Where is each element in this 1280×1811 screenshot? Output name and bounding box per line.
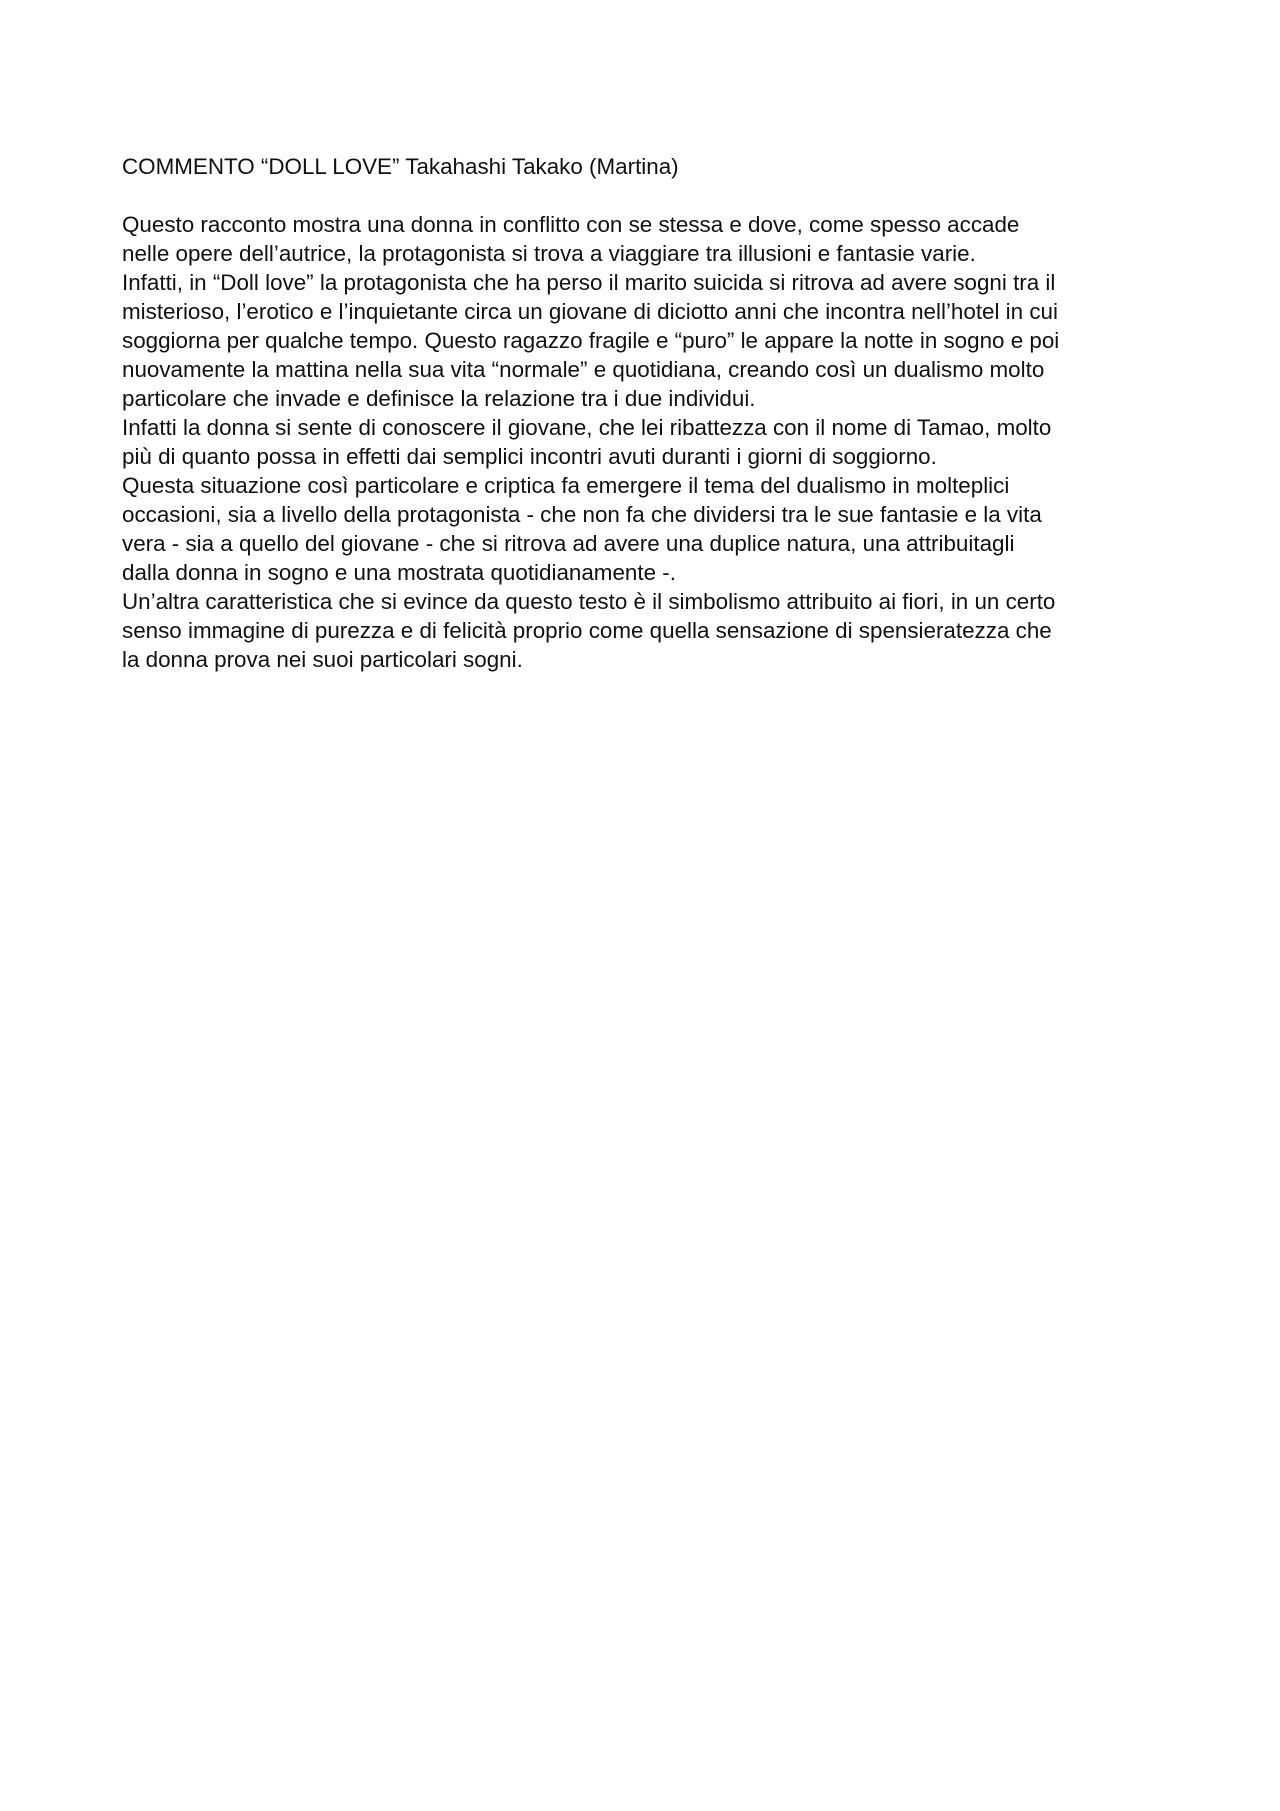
text-line: misterioso, l’erotico e l’inquietante circa un giovane di diciotto anni che incontra nell’hotel in cui [122, 299, 1058, 324]
paragraph-5 [122, 587, 1192, 674]
document-body [122, 152, 1192, 674]
text-line: dalla donna in sogno e una mostrata quotidianamente -. [122, 560, 676, 585]
text-line: nelle opere dell’autrice, la protagonista si trova a viaggiare tra illusioni e fantasie varie. [122, 241, 976, 266]
text-line: occasioni, sia a livello della protagonista - che non fa che dividersi tra le sue fantasie e la vita [122, 502, 1042, 527]
text-line: la donna prova nei suoi particolari sogni. [122, 647, 523, 672]
paragraph-1 [122, 210, 1192, 268]
text-line: Infatti, in “Doll love” la protagonista che ha perso il marito suicida si ritrova ad avere sogni tra il [122, 270, 1056, 295]
text-line: Infatti la donna si sente di conoscere il giovane, che lei ribattezza con il nome di Tamao, molto [122, 415, 1052, 440]
text-line: vera - sia a quello del giovane - che si ritrova ad avere una duplice natura, una attribuitagli [122, 531, 1015, 556]
text-line: particolare che invade e definisce la relazione tra i due individui. [122, 386, 756, 411]
text-line: soggiorna per qualche tempo. Questo ragazzo fragile e “puro” le appare la notte in sogno e poi [122, 328, 1060, 353]
text-line: più di quanto possa in effetti dai semplici incontri avuti duranti i giorni di soggiorno. [122, 444, 937, 469]
text-line: Questo racconto mostra una donna in conflitto con se stessa e dove, come spesso accade [122, 212, 1020, 237]
text-line: senso immagine di purezza e di felicità proprio come quella sensazione di spensieratezza che [122, 618, 1052, 643]
paragraph-2 [122, 268, 1192, 413]
text-line: Un’altra caratteristica che si evince da questo testo è il simbolismo attribuito ai fiori, in un certo [122, 589, 1056, 614]
document-title: COMMENTO “DOLL LOVE” Takahashi Takako (Martina) [122, 154, 679, 179]
text-line: Questa situazione così particolare e criptica fa emergere il tema del dualismo in molteplici [122, 473, 1010, 498]
text-line: nuovamente la mattina nella sua vita “normale” e quotidiana, creando così un dualismo molto [122, 357, 1045, 382]
paragraph-3 [122, 413, 1192, 471]
paragraph-4 [122, 471, 1192, 587]
